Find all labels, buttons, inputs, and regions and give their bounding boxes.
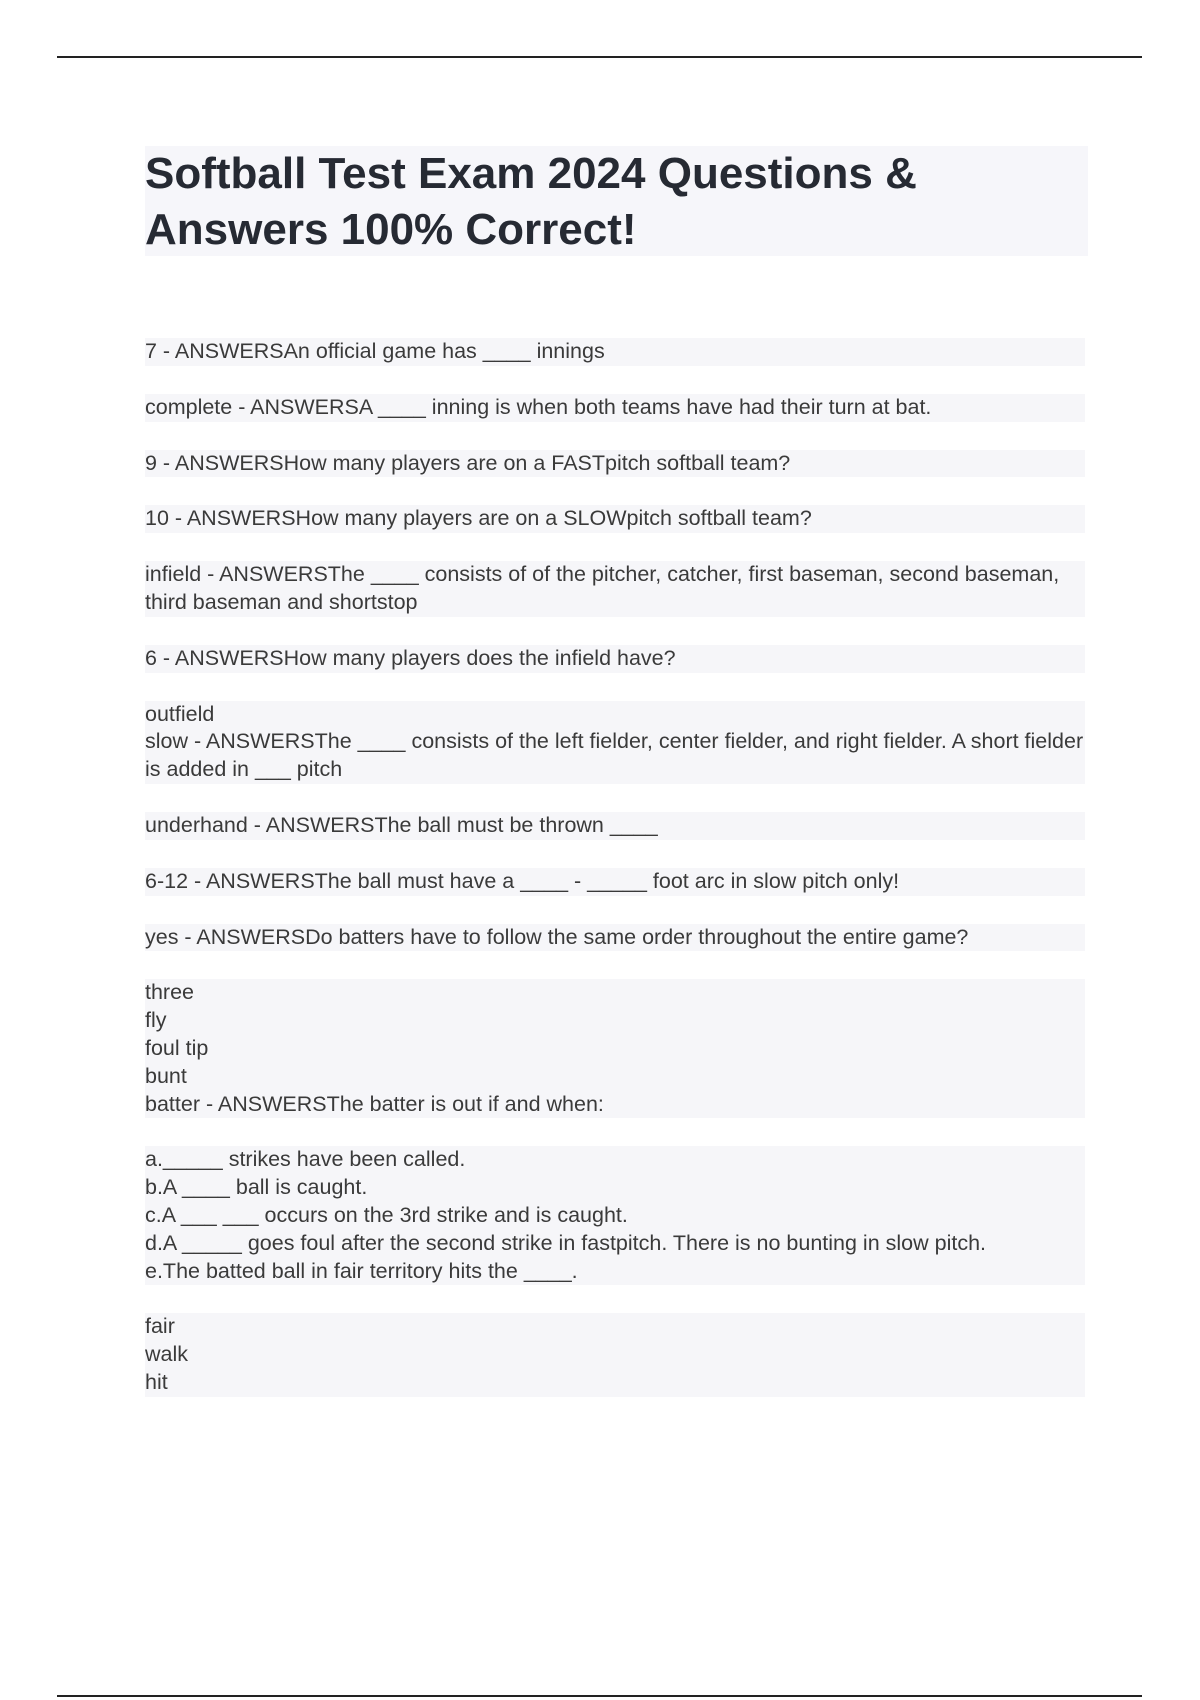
- qa-text-line: fly: [145, 1008, 167, 1033]
- qa-line: [145, 701, 1085, 729]
- document-title: Softball Test Exam 2024 Questions & Answers 100% Correct!: [145, 146, 1088, 256]
- qa-line: [145, 812, 1085, 840]
- qa-line: [145, 1202, 1085, 1230]
- qa-text-line: fair: [145, 1314, 175, 1339]
- qa-text-line: c.A ___ ___ occurs on the 3rd strike and is caught.: [145, 1202, 628, 1227]
- header-rule: [57, 56, 1142, 58]
- qa-text-line: complete - ANSWERSA ____ inning is when both teams have had their turn at bat.: [145, 394, 932, 419]
- qa-entry: [145, 505, 1085, 533]
- qa-line: [145, 1174, 1085, 1202]
- qa-line: [145, 1369, 1085, 1397]
- qa-line: [145, 645, 1085, 673]
- qa-line: [145, 561, 1085, 617]
- qa-line: [145, 1230, 1085, 1258]
- qa-entry: [145, 645, 1085, 673]
- qa-line: [145, 394, 1085, 422]
- qa-text-line: bunt: [145, 1063, 187, 1088]
- qa-text-line: b.A ____ ball is caught.: [145, 1175, 368, 1200]
- qa-entry: [145, 394, 1085, 422]
- qa-text-line: walk: [145, 1342, 189, 1367]
- qa-line: [145, 450, 1085, 478]
- qa-text-line: 6-12 - ANSWERSThe ball must have a ____ - _____ foot arc in slow pitch only!: [145, 868, 900, 893]
- qa-line: [145, 1091, 1085, 1119]
- qa-line: [145, 505, 1085, 533]
- qa-line: [145, 979, 1085, 1007]
- qa-text-line: a._____ strikes have been called.: [145, 1147, 466, 1172]
- qa-text-line: foul tip: [145, 1035, 209, 1060]
- qa-line: [145, 338, 1085, 366]
- footer-rule: [57, 1695, 1142, 1697]
- qa-entry: [145, 1313, 1085, 1396]
- qa-entry: [145, 701, 1085, 784]
- qa-line: [145, 728, 1085, 784]
- qa-text-line: hit: [145, 1369, 168, 1394]
- qa-entry: [145, 979, 1085, 1118]
- qa-line: [145, 924, 1085, 952]
- qa-text-line: slow - ANSWERSThe ____ consists of the left fielder, center fielder, and right fielder. A short fielder is added in ___ pitch: [145, 729, 1084, 782]
- qa-line: [145, 1258, 1085, 1286]
- qa-entry: [145, 868, 1085, 896]
- qa-text-line: outfield: [145, 701, 215, 726]
- qa-entry: [145, 924, 1085, 952]
- qa-text-line: yes - ANSWERSDo batters have to follow the same order throughout the entire game?: [145, 924, 969, 949]
- qa-text-line: 6 - ANSWERSHow many players does the infield have?: [145, 645, 676, 670]
- qa-line: [145, 1341, 1085, 1369]
- qa-text-line: e.The batted ball in fair territory hits the ____.: [145, 1258, 578, 1283]
- qa-entry: [145, 561, 1085, 617]
- qa-line: [145, 1146, 1085, 1174]
- qa-text-line: underhand - ANSWERSThe ball must be thrown ____: [145, 812, 658, 837]
- qa-entry: [145, 812, 1085, 840]
- qa-text-line: 7 - ANSWERSAn official game has ____ innings: [145, 339, 605, 363]
- qa-entry: [145, 1146, 1085, 1285]
- qa-text-line: 9 - ANSWERSHow many players are on a FASTpitch softball team?: [145, 450, 791, 475]
- qa-line: [145, 1063, 1085, 1091]
- qa-text-line: 10 - ANSWERSHow many players are on a SLOWpitch softball team?: [145, 506, 812, 531]
- qa-line: [145, 1035, 1085, 1063]
- qa-line: [145, 1007, 1085, 1035]
- qa-entry: [145, 338, 1085, 366]
- document-body: [145, 338, 1085, 1425]
- qa-line: [145, 1313, 1085, 1341]
- qa-text-line: three: [145, 980, 195, 1005]
- qa-text-line: infield - ANSWERSThe ____ consists of of the pitcher, catcher, first baseman, second baseman, third baseman and shortstop: [145, 562, 1060, 614]
- qa-text-line: d.A _____ goes foul after the second strike in fastpitch. There is no bunting in slow pitch.: [145, 1230, 986, 1255]
- qa-line: [145, 868, 1085, 896]
- qa-entry: [145, 450, 1085, 478]
- qa-text-line: batter - ANSWERSThe batter is out if and when:: [145, 1091, 604, 1116]
